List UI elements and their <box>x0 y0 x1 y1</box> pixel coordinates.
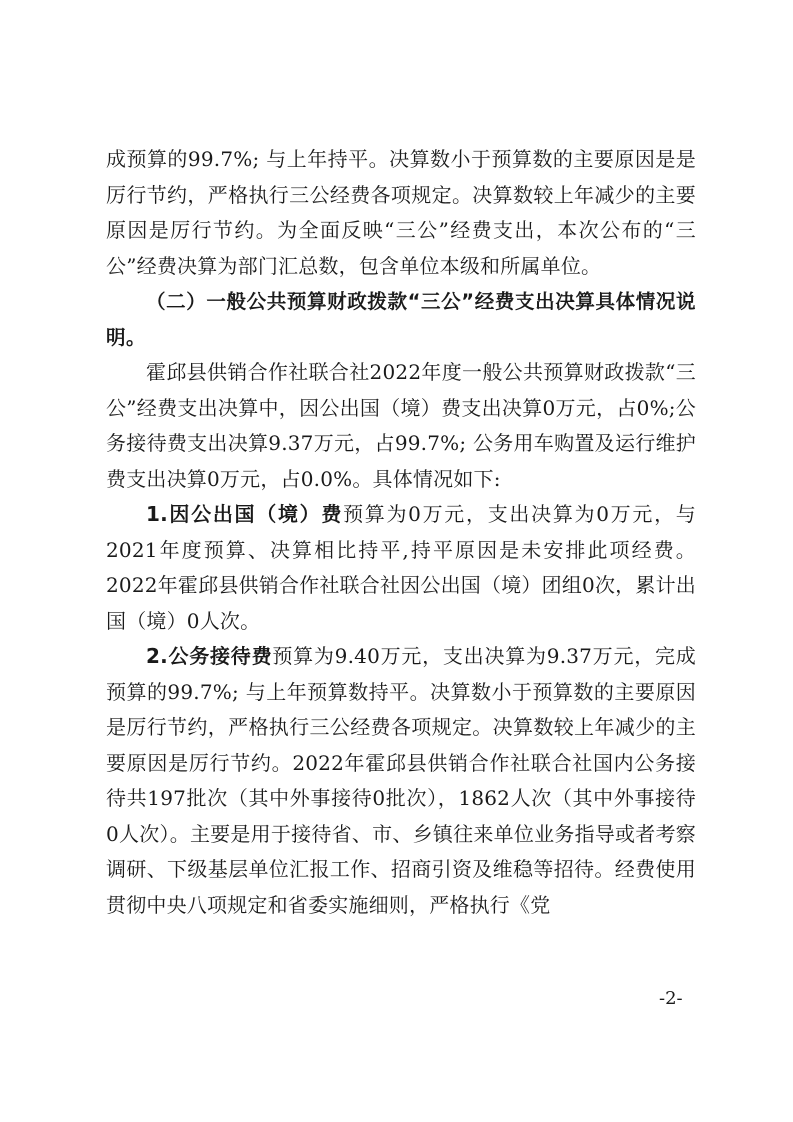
paragraph-lead-heading: 2.公务接待费 <box>146 644 273 668</box>
paragraph-reception-expenses <box>106 639 696 923</box>
paragraph-text: 预算为9.40万元，支出决算为9.37万元，完成预算的99.7%; 与上年预算数持平。决算数小于预算数的主要原因是厉行节约，严格执行三公经费各项规定。决算数较上年减少的主要原因是厉行节约。2022年霍邱县供销合作社联合社国内公务接待共197批次（其中外事接待0批次），1862人次（其中外事接待0人次）。主要是用于接待省、市、乡镇往来单位业务指导或者考察调研、下级基层单位汇报工作、招商引资及维稳等招待。经费使用贯彻中央八项规定和省委实施细则，严格执行《党 <box>106 644 696 917</box>
page-number: -2- <box>659 988 683 1009</box>
section-heading-text: （二）一般公共预算财政拨款“三公”经费支出决算具体情况说明。 <box>106 290 696 349</box>
section-heading <box>106 284 696 355</box>
paragraph-text: 预算为0万元，支出决算为0万元，与2021年度预算、决算相比持平,持平原因是未安排此项经费。2022年霍邱县供销合作社联合社因公出国（境）团组0次，累计出国（境）0人次。 <box>106 502 696 633</box>
paragraph-summary <box>106 355 696 497</box>
paragraph-continuation <box>106 142 696 284</box>
paragraph-text: 霍邱县供销合作社联合社2022年度一般公共预算财政拨款“三公”经费支出决算中，因公出国（境）费支出决算0万元，占0%;公务接待费支出决算9.37万元，占99.7%; 公务用车购置及运行维护费支出决算0万元，占0.0%。具体情况如下: <box>106 360 696 491</box>
paragraph-overseas-expenses <box>106 497 696 639</box>
paragraph-text: 成预算的99.7%; 与上年持平。决算数小于预算数的主要原因是是厉行节约，严格执行三公经费各项规定。决算数较上年减少的主要原因是厉行节约。为全面反映“三公”经费支出，本次公布的“三公”经费决算为部门汇总数，包含单位本级和所属单位。 <box>106 147 696 278</box>
document-body <box>106 142 696 923</box>
paragraph-lead-heading: 1.因公出国（境）费 <box>146 502 344 526</box>
